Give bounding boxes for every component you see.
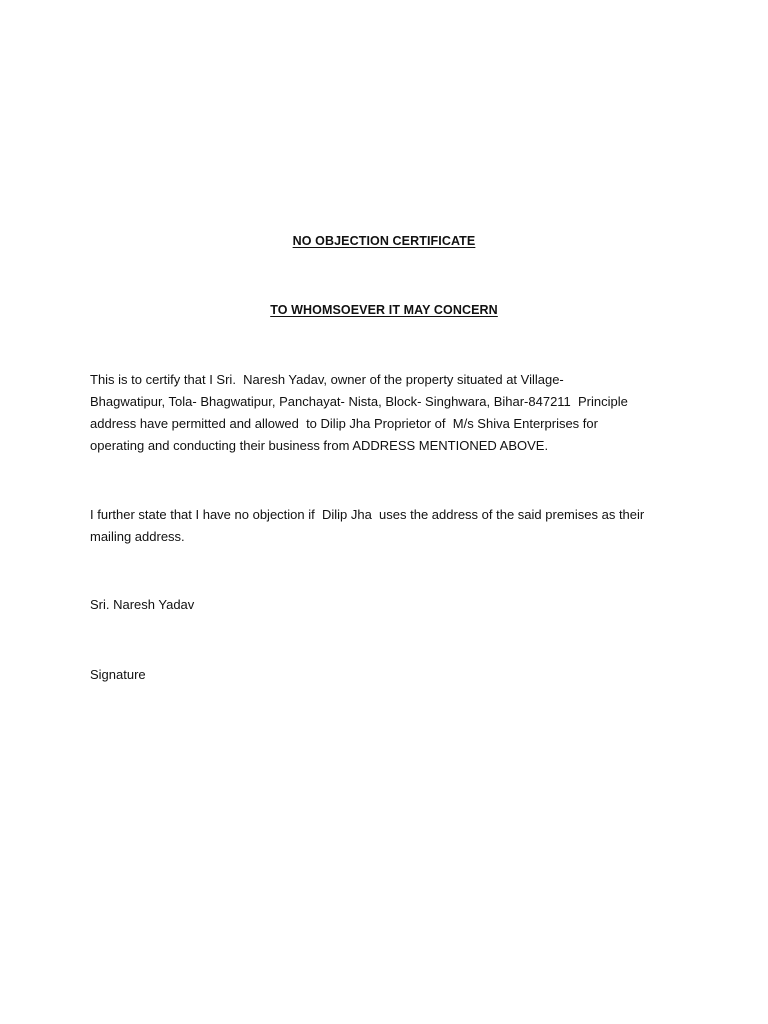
signatory-name: Sri. Naresh Yadav — [90, 597, 195, 612]
paragraph-line: operating and conducting their business from ADDRESS MENTIONED ABOVE. — [90, 438, 549, 453]
paragraph-line: address have permitted and allowed to Dilip Jha Proprietor of M/s Shiva Enterprises for — [90, 416, 598, 431]
paragraph-line: mailing address. — [90, 529, 185, 544]
paragraph-line: Bhagwatipur, Tola- Bhagwatipur, Panchayat- Nista, Block- Singhwara, Bihar-847211 Principle — [90, 394, 628, 409]
paragraph-line: I further state that I have no objection if Dilip Jha uses the address of the said premises as their — [90, 507, 645, 522]
no-objection-paragraph — [90, 504, 690, 548]
signature-label: Signature — [90, 667, 146, 682]
certificate-title: NO OBJECTION CERTIFICATE — [292, 234, 476, 248]
paragraph-line: This is to certify that I Sri. Naresh Yadav, owner of the property situated at Village- — [90, 372, 564, 387]
salutation-heading: TO WHOMSOEVER IT MAY CONCERN — [270, 303, 498, 317]
certification-paragraph — [90, 369, 690, 457]
